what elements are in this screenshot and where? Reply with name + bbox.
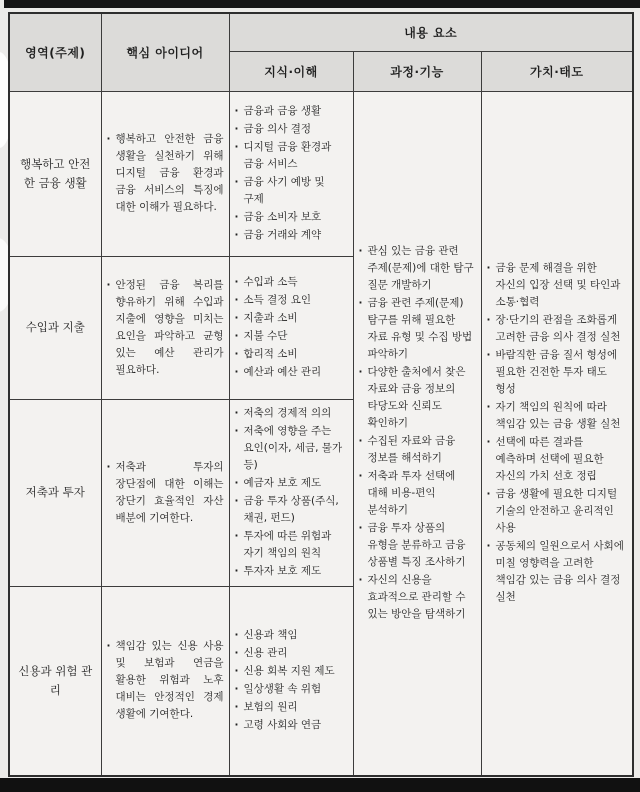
bullet-icon: · [486, 314, 491, 327]
list-item-text: 신용 회복 지원 제도 [243, 665, 335, 678]
list-item [235, 209, 348, 226]
bullet-icon: · [234, 312, 239, 324]
list-item-text: 수집된 자료와 금융 정보를 해석하기 [367, 435, 456, 465]
bullet-icon: · [234, 294, 239, 306]
bullet-icon: · [234, 105, 239, 117]
list-item-text: 금융 소비자 보호 [243, 211, 322, 223]
header-process: 과정·기능 [353, 51, 481, 91]
table-row [9, 91, 633, 256]
list-item [235, 627, 348, 644]
header-knowledge: 지식·이해 [229, 51, 353, 91]
list-item-text: 저축과 투자 선택에 대해 비용-편익 분석하기 [367, 470, 456, 517]
list-item [107, 277, 224, 379]
area-cell-credit-risk-management: 신용과 위험 관리 [9, 586, 101, 776]
bullet-icon: · [234, 477, 239, 489]
area-cell-income-expense: 수입과 지출 [9, 256, 101, 399]
process-skills-cell [353, 91, 481, 776]
list-item-text: 지불 수단 [243, 330, 288, 342]
bullet-icon: · [234, 348, 239, 360]
list-item [359, 520, 476, 571]
list-item-text: 신용과 책임 [243, 629, 298, 642]
list-item-text: 바람직한 금융 질서 형성에 필요한 건전한 투자 태도 형성 [495, 349, 618, 396]
bullet-icon: · [234, 530, 239, 542]
list-item [487, 538, 628, 606]
bullet-icon: · [358, 297, 363, 310]
knowledge-cell [229, 91, 353, 256]
bullet-icon: · [234, 565, 239, 577]
list-item [235, 292, 348, 309]
list-item-text: 소득 결정 요인 [243, 294, 312, 306]
header-content-elements: 내용 요소 [229, 13, 633, 51]
bullet-icon: · [106, 133, 111, 145]
list-item [359, 572, 476, 623]
list-item [235, 563, 348, 580]
list-item-text: 장·단기의 관점을 조화롭게 고려한 금융 의사 결정 실천 [495, 314, 621, 344]
list-item [235, 699, 348, 716]
list-item [235, 493, 348, 527]
bullet-icon: · [106, 640, 111, 653]
knowledge-cell [229, 256, 353, 399]
values-attitudes-cell [481, 91, 633, 776]
bullet-icon: · [358, 366, 363, 379]
bullet-icon: · [486, 401, 491, 414]
list-item-text: 책임감 있는 신용 사용 및 보험과 연금을 활용한 위험과 노후 대비는 안정적인 경제 생활에 기여한다. [115, 640, 224, 721]
list-item [235, 227, 348, 244]
bullet-icon: · [234, 629, 239, 642]
list-item [359, 295, 476, 363]
list-item-text: 금융 투자 상품(주식, 채권, 펀드) [243, 495, 339, 524]
bullet-icon: · [358, 574, 363, 587]
list-item-text: 금융 관련 주제(문제) 탐구를 위해 필요한 자료 유형 및 수집 방법 파악하기 [367, 297, 473, 361]
core-idea-cell [101, 399, 229, 586]
bullet-icon: · [106, 460, 111, 473]
list-item-text: 저축에 영향을 주는 요인(이자, 세금, 물가 등) [243, 425, 343, 471]
bullet-icon: · [234, 647, 239, 660]
list-item-text: 안정된 금융 복리를 향유하기 위해 수입과 지출에 영향을 미치는 요인을 파악하고 균형 있는 예산 관리가 필요하다. [115, 278, 224, 376]
knowledge-cell [229, 586, 353, 776]
bullet-icon: · [234, 176, 239, 188]
curriculum-content-table [8, 12, 634, 777]
list-item-text: 금융과 금융 생활 [243, 105, 322, 117]
list-item [235, 681, 348, 698]
list-item [235, 139, 348, 173]
list-item [487, 434, 628, 485]
list-item [107, 131, 224, 216]
bullet-icon: · [234, 425, 239, 437]
list-item-text: 공동체의 일원으로서 사회에 미칠 영향력을 고려한 책임감 있는 금융 의사 결정 실천 [495, 540, 624, 604]
area-cell-happy-safe-financial-life: 행복하고 안전한 금융 생활 [9, 91, 101, 256]
bullet-icon: · [358, 470, 363, 483]
list-item-text: 지출과 소비 [243, 312, 298, 324]
list-item-text: 금융 문제 해결을 위한 자신의 입장 선택 및 타인과 소통·협력 [495, 262, 621, 309]
list-item-text: 금융 거래와 계약 [243, 229, 322, 241]
list-item [235, 174, 348, 208]
bullet-icon: · [486, 540, 491, 553]
bullet-icon: · [234, 407, 239, 419]
list-item [235, 103, 348, 120]
list-item [487, 347, 628, 398]
core-idea-cell [101, 586, 229, 776]
header-core-idea: 핵심 아이디어 [101, 13, 229, 91]
bullet-icon: · [234, 366, 239, 378]
list-item-text: 수입과 소득 [243, 276, 298, 288]
list-item-text: 선택에 따른 결과를 예측하며 선택에 필요한 자신의 가치 선호 정립 [495, 436, 604, 483]
list-item-text: 행복하고 안전한 금융 생활을 실천하기 위해 디지털 금융 환경과 금융 서비스의 특징에 대한 이해가 필요하다. [115, 133, 224, 213]
knowledge-cell [229, 399, 353, 586]
list-item-text: 신용 관리 [243, 647, 288, 660]
list-item [235, 310, 348, 327]
list-item-text: 관심 있는 금융 관련 주제(문제)에 대한 탐구 질문 개발하기 [367, 245, 474, 292]
list-item [235, 364, 348, 381]
list-item-text: 저축과 투자의 장단점에 대한 이해는 장단기 효율적인 자산 배분에 기여한다. [115, 460, 224, 524]
list-item-text: 저축의 경제적 의의 [243, 407, 332, 419]
bullet-icon: · [234, 665, 239, 678]
header-area: 영역(주제) [9, 13, 101, 91]
list-item [235, 121, 348, 138]
bullet-icon: · [234, 141, 239, 153]
bullet-icon: · [234, 229, 239, 241]
bullet-icon: · [234, 701, 239, 714]
bullet-icon: · [486, 262, 491, 275]
list-item-text: 투자자 보호 제도 [243, 565, 322, 577]
list-item [235, 717, 348, 734]
core-idea-cell [101, 256, 229, 399]
bullet-icon: · [234, 330, 239, 342]
list-item [359, 433, 476, 467]
list-item-text: 다양한 출처에서 찾은 자료와 금융 정보의 타당도와 신뢰도 확인하기 [367, 366, 466, 430]
list-item [359, 243, 476, 294]
scan-artifact-bottom-bar [0, 778, 640, 792]
list-item-text: 자기 책임의 원칙에 따라 책임감 있는 금융 생활 실천 [495, 401, 621, 431]
list-item-text: 투자에 따른 위험과 자기 책임의 원칙 [243, 530, 332, 559]
list-item [487, 486, 628, 537]
list-item-text: 예산과 예산 관리 [243, 366, 322, 378]
bullet-icon: · [358, 522, 363, 535]
list-item-text: 금융 사기 예방 및 구제 [243, 176, 325, 205]
scan-artifact-top-bar [4, 0, 640, 8]
list-item [235, 423, 348, 474]
bullet-icon: · [106, 278, 111, 291]
list-item-text: 일상생활 속 위험 [243, 683, 322, 696]
bullet-icon: · [234, 123, 239, 135]
list-item-text: 보험의 원리 [243, 701, 298, 714]
bullet-icon: · [234, 276, 239, 288]
list-item-text: 디지털 금융 환경과 금융 서비스 [243, 141, 332, 170]
list-item [235, 328, 348, 345]
bullet-icon: · [486, 436, 491, 449]
list-item [487, 260, 628, 311]
list-item-text: 합리적 소비 [243, 348, 298, 360]
list-item [235, 645, 348, 662]
bullet-icon: · [234, 495, 239, 507]
list-item [487, 399, 628, 433]
bullet-icon: · [486, 349, 491, 362]
list-item-text: 금융 생활에 필요한 디지털 기술의 안전하고 윤리적인 사용 [495, 488, 618, 535]
list-item-text: 금융 의사 결정 [243, 123, 312, 135]
bullet-icon: · [486, 488, 491, 501]
bullet-icon: · [234, 211, 239, 223]
list-item [487, 312, 628, 346]
list-item-text: 금융 투자 상품의 유형을 분류하고 금융 상품별 특징 조사하기 [367, 522, 466, 569]
area-cell-saving-investment: 저축과 투자 [9, 399, 101, 586]
list-item-text: 예금자 보호 제도 [243, 477, 322, 489]
list-item [235, 663, 348, 680]
bullet-icon: · [358, 245, 363, 258]
list-item [107, 638, 224, 723]
list-item [235, 274, 348, 291]
table-header [9, 13, 633, 91]
list-item [235, 405, 348, 422]
list-item [235, 475, 348, 492]
bullet-icon: · [234, 719, 239, 732]
list-item [359, 468, 476, 519]
list-item [359, 364, 476, 432]
header-values: 가치·태도 [481, 51, 633, 91]
list-item-text: 자신의 신용을 효과적으로 관리할 수 있는 방안을 탐색하기 [367, 574, 466, 621]
bullet-icon: · [234, 683, 239, 696]
table-body [9, 91, 633, 776]
list-item [107, 459, 224, 527]
bullet-icon: · [358, 435, 363, 448]
list-item [235, 346, 348, 363]
list-item-text: 고령 사회와 연금 [243, 719, 322, 732]
list-item [235, 528, 348, 562]
core-idea-cell [101, 91, 229, 256]
